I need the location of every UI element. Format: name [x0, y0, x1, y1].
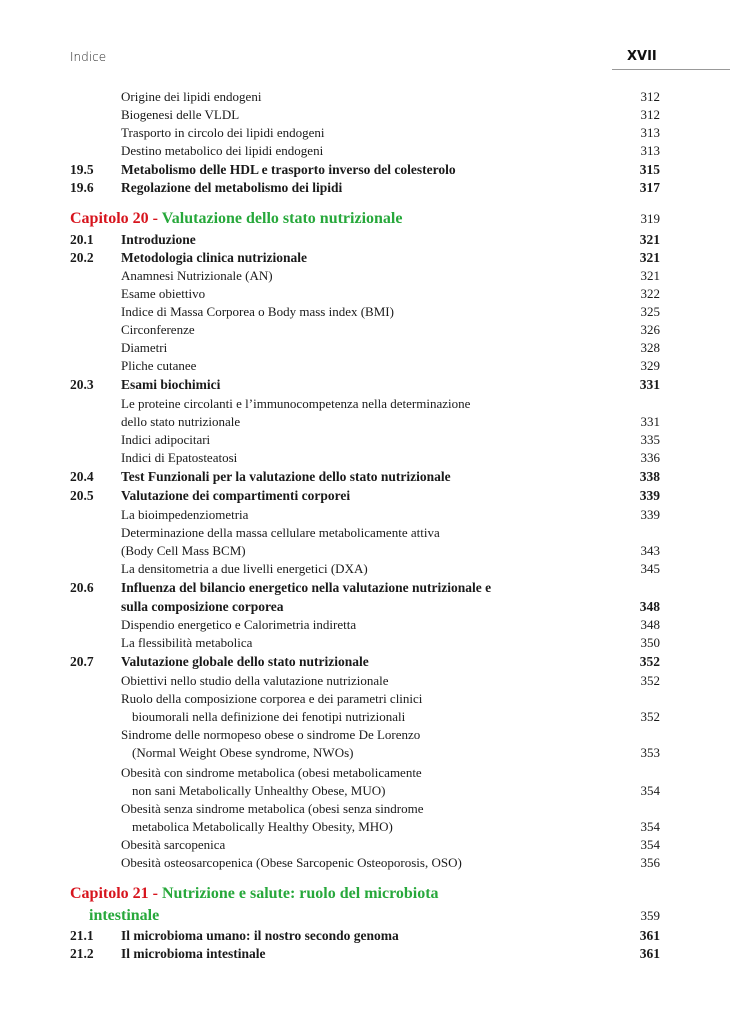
toc-section-title: Regolazione del metabolismo dei lipidi [121, 180, 343, 195]
toc-entry-page: 361 [639, 946, 660, 961]
toc-entry-page: 331 [639, 377, 660, 392]
toc-entry-title: Dispendio energetico e Calorimetria indiretta [121, 617, 357, 632]
chapter-label: Capitolo 21 - [70, 885, 158, 902]
toc-entry-page: 312 [640, 107, 660, 122]
toc-entry-title: La flessibilità metabolica [121, 635, 253, 650]
toc-entry-page: 325 [640, 304, 660, 319]
toc-section-title: Il microbioma umano: il nostro secondo genoma [121, 928, 399, 943]
toc-entry-title: Obesità osteosarcopenica (Obese Sarcopenic Osteoporosis, OSO) [121, 855, 462, 870]
toc-entry-page: 339 [640, 507, 660, 522]
toc-entry-page: 361 [639, 928, 660, 943]
toc-section-title: Metabolismo delle HDL e trasporto inverso del colesterolo [121, 162, 456, 177]
toc-entry-page: 321 [639, 232, 660, 247]
toc-entry-page: 354 [640, 819, 660, 834]
toc-entry-title: Circonferenze [121, 322, 195, 337]
toc-entry-page: 322 [640, 286, 660, 301]
toc-entry-page: 339 [639, 488, 660, 503]
toc-entry-title: Indici di Epatosteatosi [121, 450, 238, 465]
toc-section-title: Influenza del bilancio energetico nella valutazione nutrizionale e [121, 580, 492, 595]
toc-entry-title: Indici adipocitari [121, 432, 211, 447]
toc-entry-page: 331 [640, 414, 660, 429]
toc-entry-page: 317 [639, 180, 660, 195]
toc-entry-page: 345 [640, 561, 660, 576]
toc-section-title: Test Funzionali per la valutazione dello stato nutrizionale [121, 469, 451, 484]
toc-entry-page: 348 [640, 617, 660, 632]
toc-section-title: Esami biochimici [121, 377, 221, 392]
toc-entry-title: Trasporto in circolo dei lipidi endogeni [121, 125, 325, 140]
toc-entry-title: metabolica Metabolically Healthy Obesity, MHO) [132, 819, 393, 834]
toc-section-number: 20.4 [70, 469, 94, 484]
toc-entry-title: Le proteine circolanti e l’immunocompetenza nella determinazione [121, 396, 471, 411]
toc-entry-title: Indice di Massa Corporea o Body mass index (BMI) [121, 304, 394, 319]
chapter-title: Valutazione dello stato nutrizionale [161, 210, 403, 227]
toc-entry-page: 338 [639, 469, 660, 484]
toc-entry-page: 354 [640, 837, 660, 852]
toc-entry-page: 352 [639, 654, 660, 669]
toc-entry-title: (Body Cell Mass BCM) [121, 543, 246, 558]
toc-entry-title: Destino metabolico dei lipidi endogeni [121, 143, 324, 158]
toc-section-title: Introduzione [121, 232, 196, 247]
toc-section-title: Il microbioma intestinale [121, 946, 266, 961]
toc-entry-title: La densitometria a due livelli energetici (DXA) [121, 561, 368, 576]
toc-entry-title: bioumorali nella definizione dei fenotipi nutrizionali [132, 709, 406, 724]
toc-entry-page: 353 [640, 745, 660, 760]
toc-entry-title: dello stato nutrizionale [121, 414, 241, 429]
toc-entry-page: 326 [640, 322, 660, 337]
toc-entry-title: Sindrome delle normopeso obese o sindrome De Lorenzo [121, 727, 421, 742]
toc-entry-page: 319 [640, 211, 660, 226]
toc-section-number: 20.3 [70, 377, 94, 392]
header-rule [612, 69, 730, 70]
toc-entry-title: Origine dei lipidi endogeni [121, 89, 262, 104]
toc-entry-title: Determinazione della massa cellulare metabolicamente attiva [121, 525, 440, 540]
toc-section-title: Valutazione dei compartimenti corporei [121, 488, 351, 503]
toc-entry-page: 313 [640, 143, 660, 158]
toc-entry-page: 356 [640, 855, 660, 870]
toc-entry-title: non sani Metabolically Unhealthy Obese, MUO) [132, 783, 386, 798]
running-header-page-number: XVII [627, 49, 657, 64]
toc-section-number: 20.1 [70, 232, 94, 247]
toc-entry-title: La bioimpedenziometria [121, 507, 249, 522]
toc-entry-title: Obiettivi nello studio della valutazione nutrizionale [121, 673, 389, 688]
toc-entry-page: 354 [640, 783, 660, 798]
toc-entry-title: Obesità con sindrome metabolica (obesi metabolicamente [121, 765, 422, 780]
toc-entry-title: Esame obiettivo [121, 286, 206, 301]
toc-entry-title: Biogenesi delle VLDL [121, 107, 240, 122]
toc-section-number: 20.6 [70, 580, 94, 595]
toc-entry-page: 350 [640, 635, 660, 650]
chapter-title: Nutrizione e salute: ruolo del microbiota [162, 885, 439, 902]
toc-entry-page: 329 [640, 358, 660, 373]
toc-entry-title: Ruolo della composizione corporea e dei parametri clinici [121, 691, 423, 706]
toc-entry-page: 352 [640, 709, 660, 724]
toc-entry-title: Anamnesi Nutrizionale (AN) [121, 268, 273, 283]
toc-section-number: 21.2 [70, 946, 94, 961]
toc-section-number: 20.7 [70, 654, 94, 669]
toc-entry-page: 315 [639, 162, 660, 177]
toc-entry-page: 328 [640, 340, 660, 355]
toc-entry-page: 336 [640, 450, 660, 465]
chapter-title: intestinale [89, 907, 160, 924]
toc-section-title: Valutazione globale dello stato nutrizionale [121, 654, 369, 669]
toc-entry-title: (Normal Weight Obese syndrome, NWOs) [132, 745, 354, 760]
chapter-label: Capitolo 20 - [70, 210, 158, 227]
toc-entry-title: Diametri [121, 340, 168, 355]
toc-entry-page: 352 [640, 673, 660, 688]
toc-entry-title: Obesità senza sindrome metabolica (obesi senza sindrome [121, 801, 424, 816]
toc-entry-title: Pliche cutanee [121, 358, 197, 373]
toc-entry-page: 348 [639, 599, 660, 614]
toc-entry-page: 321 [640, 268, 660, 283]
toc-entry-page: 321 [639, 250, 660, 265]
toc-section-number: 19.5 [70, 162, 94, 177]
toc-section-number: 19.6 [70, 180, 94, 195]
toc-section-number: 21.1 [70, 928, 94, 943]
toc-entry-page: 359 [640, 908, 660, 923]
toc-section-title: sulla composizione corporea [121, 599, 284, 614]
toc-entry-page: 312 [640, 89, 660, 104]
toc-entry-title: Obesità sarcopenica [121, 837, 226, 852]
toc-entry-page: 313 [640, 125, 660, 140]
toc-section-title: Metodologia clinica nutrizionale [121, 250, 307, 265]
toc-section-number: 20.5 [70, 488, 94, 503]
running-header-section: Indice [70, 50, 107, 64]
toc-entry-page: 343 [640, 543, 660, 558]
toc-section-number: 20.2 [70, 250, 94, 265]
toc-entry-page: 335 [640, 432, 660, 447]
